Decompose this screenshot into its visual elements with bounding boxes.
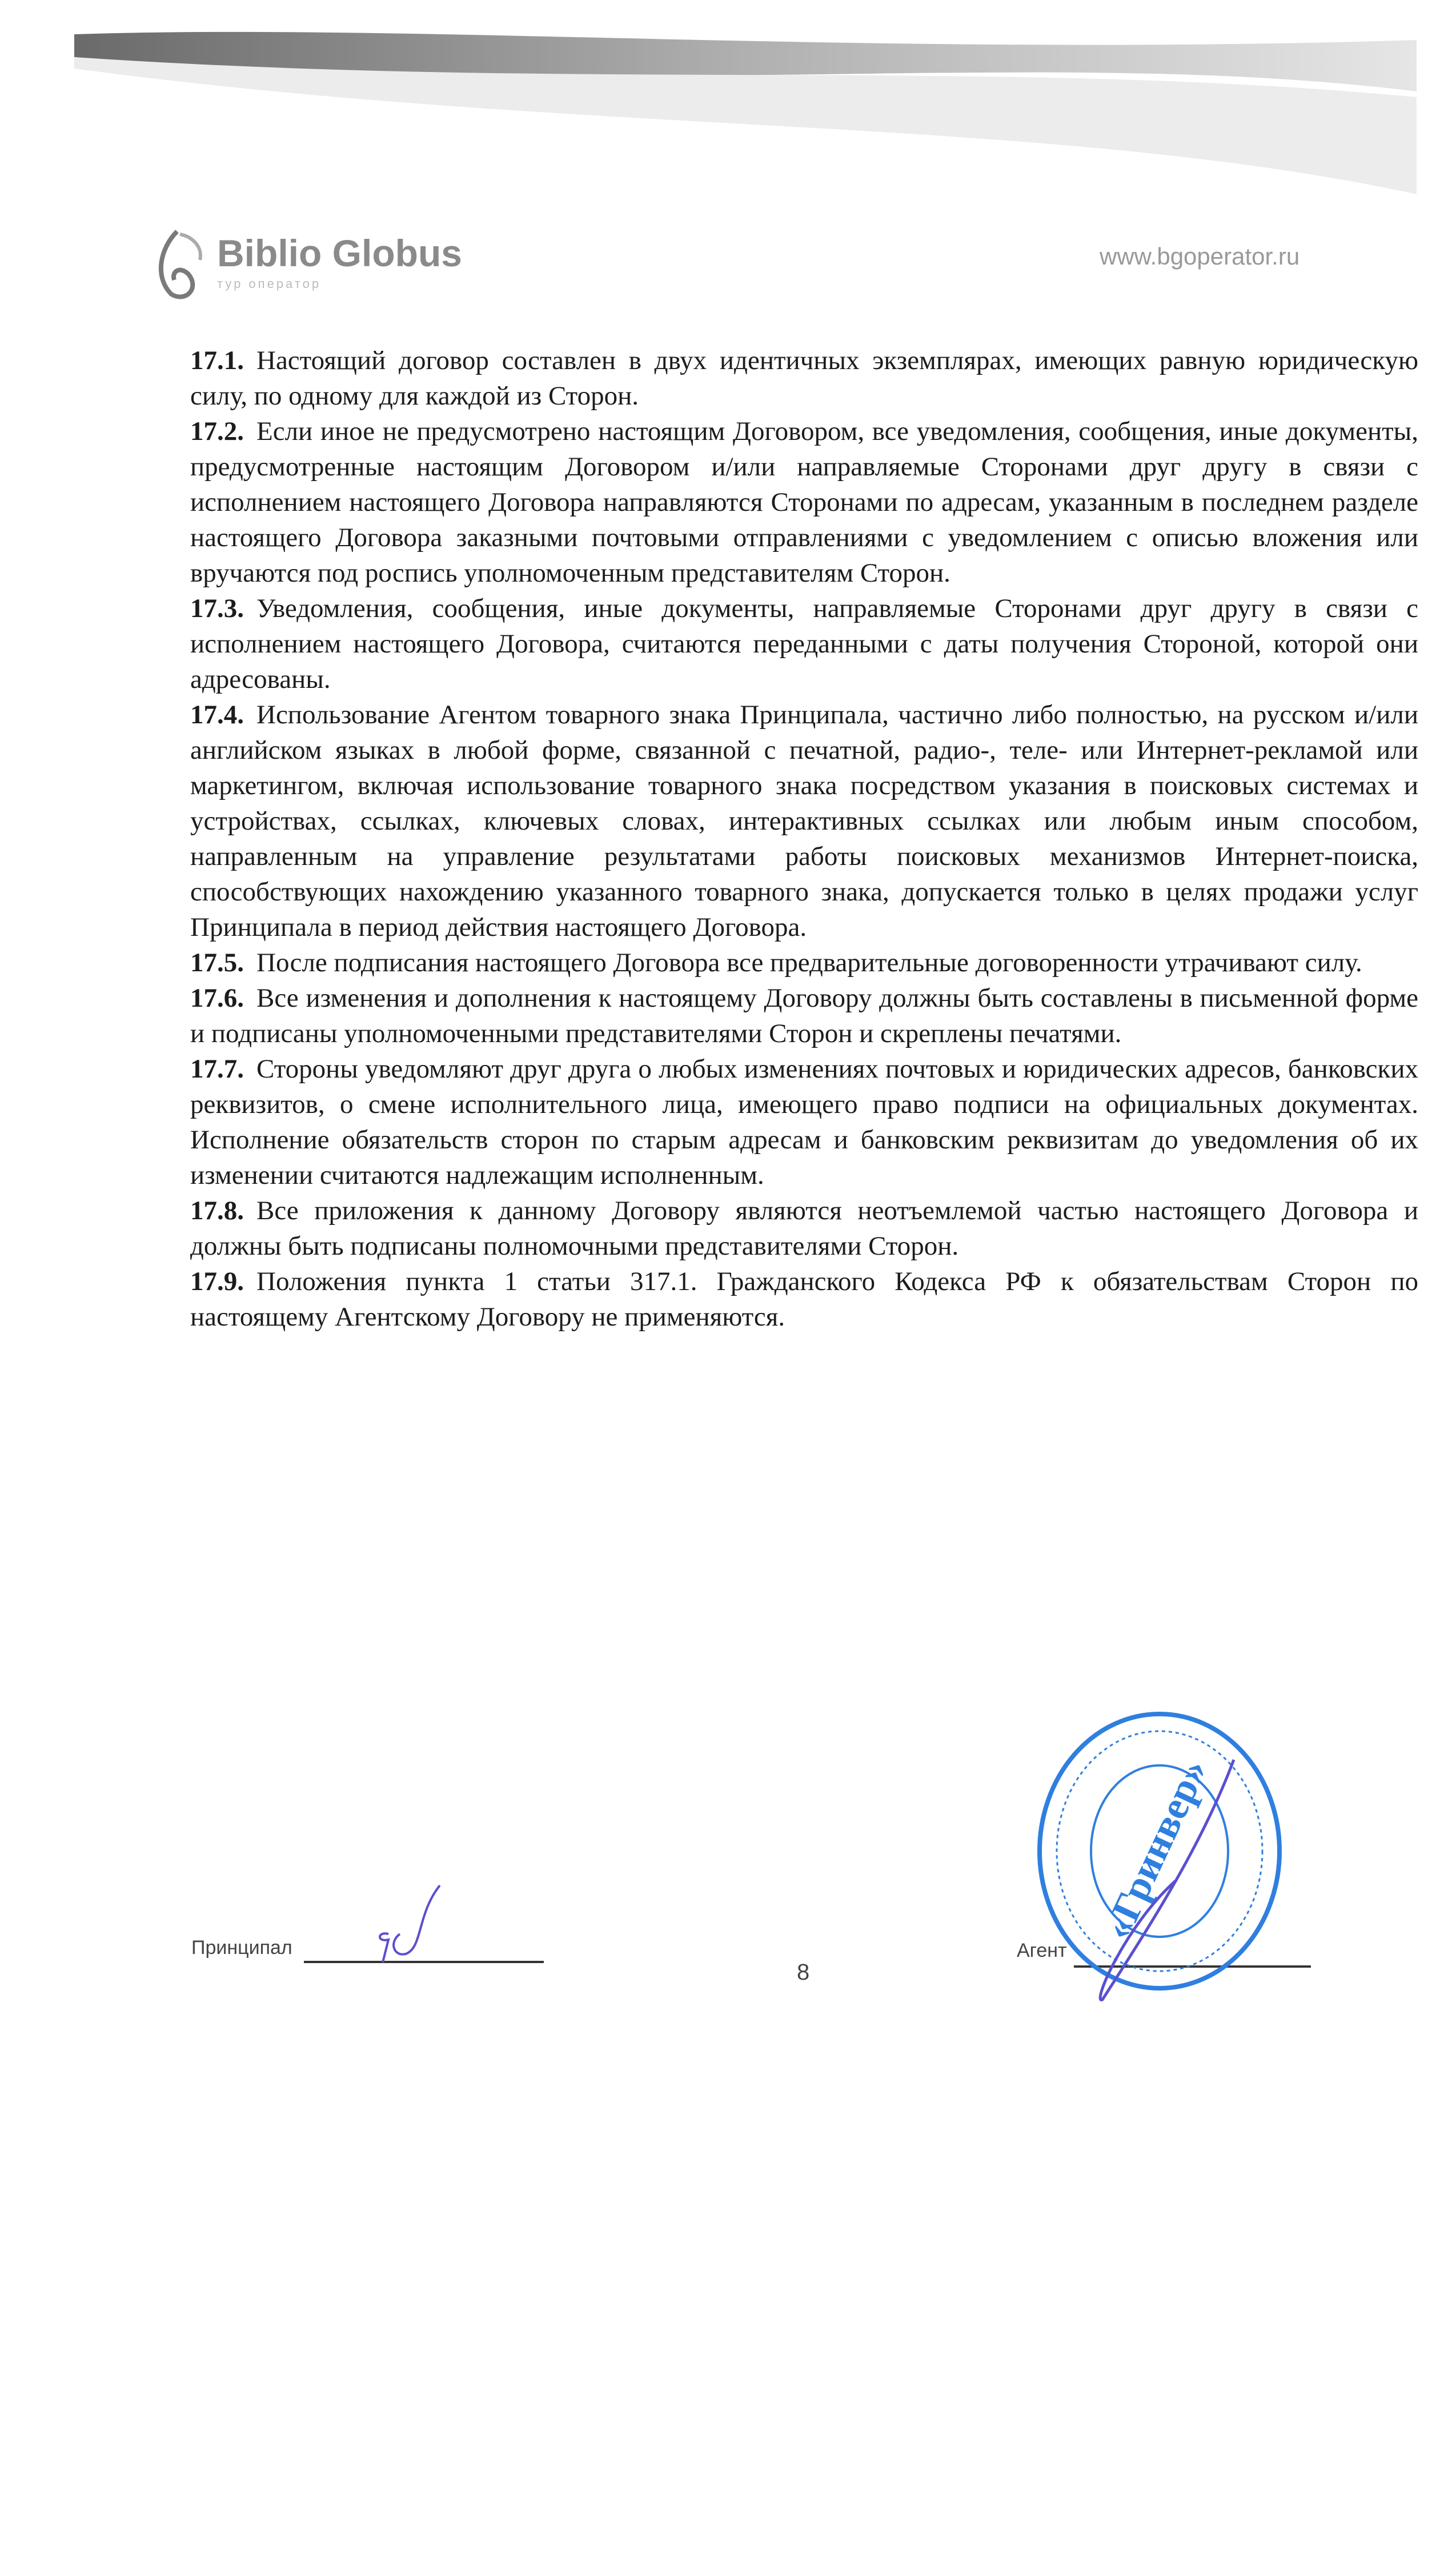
clause-number: 17.4. — [190, 700, 244, 730]
clause — [190, 980, 1418, 1051]
svg-text:«Гринвер»: «Гринвер» — [1094, 1752, 1217, 1947]
clause — [190, 591, 1418, 697]
clause — [190, 414, 1418, 591]
clause-number: 17.9. — [190, 1267, 244, 1296]
agent-label: Агент — [1017, 1940, 1067, 1961]
clause-number: 17.3. — [190, 594, 244, 623]
clause-number: 17.6. — [190, 983, 244, 1013]
clause-number: 17.8. — [190, 1196, 244, 1226]
clause — [190, 343, 1418, 414]
clause-text: Положения пункта 1 статьи 317.1. Гражданского Кодекса РФ к обязательствам Сторон по настоящему Агентскому Договору не применяются. — [190, 1267, 1418, 1332]
logo-name: Biblio Globus — [217, 232, 462, 274]
clause-text: Уведомления, сообщения, иные документы, направляемые Сторонами друг другу в связи с исполнением настоящего Договора, считаются переданными с даты получения Стороной, которой они адресованы. — [190, 594, 1418, 694]
clause-number: 17.2. — [190, 417, 244, 446]
principal-label: Принципал — [191, 1937, 292, 1959]
website-url: www.bgoperator.ru — [1100, 243, 1300, 270]
clause-text: Настоящий договор составлен в двух идентичных экземплярах, имеющих равную юридическую силу, по одному для каждой из Сторон. — [190, 346, 1418, 411]
clause-text: Стороны уведомляют друг друга о любых изменениях почтовых и юридических адресов, банковских реквизитов, о смене исполнительного лица, имеющего право подписи на официальных документах. Исполнение обязательств сторон по старым адресам и банковским реквизитам до уведомления об их изменении считаются надлежащим исполненным. — [190, 1054, 1418, 1190]
clause-text: После подписания настоящего Договора все предварительные договоренности утрачивают силу. — [256, 948, 1362, 978]
clause-text: Все изменения и дополнения к настоящему Договору должны быть составлены в письменной форме и подписаны уполномоченными представителями Сторон и скреплены печатями. — [190, 983, 1418, 1048]
header-swoosh-decoration — [74, 23, 1417, 194]
clause-number: 17.7. — [190, 1054, 244, 1084]
clause-text: Все приложения к данному Договору являются неотъемлемой частью настоящего Договора и должны быть подписаны полномочными представителями Сторон. — [190, 1196, 1418, 1261]
clause — [190, 1051, 1418, 1193]
clause-number: 17.5. — [190, 948, 244, 978]
clause — [190, 945, 1418, 980]
clause-text: Использование Агентом товарного знака Принципала, частично либо полностью, на русском и/или английском языках в любой форме, связанной с печатной, радио-, теле- или Интернет-рекламой или маркетингом, включая использование товарного знака посредством указания в поисковых системах и устройствах, ссылках, ключевых словах, интерактивных ссылках или любым иным способом, направленным на управление результатами работы поисковых механизмов Интернет-поиска, способствующих нахождению указанного товарного знака, допускается только в целях продажи услуг Принципала в период действия настоящего Договора. — [190, 700, 1418, 942]
clause — [190, 1264, 1418, 1335]
clause-text: Если иное не предусмотрено настоящим Договором, все уведомления, сообщения, иные документы, предусмотренные настоящим Договором и/или направляемые Сторонами друг другу в связи с исполнением настоящего Договора направляются Сторонами по адресам, указанным в последнем разделе настоящего Договора заказными почтовыми отправлениями с уведомлением с описью вложения или вручаются под роспись уполномоченным представителям Сторон. — [190, 417, 1418, 588]
logo-subtitle: тур оператор — [217, 277, 322, 291]
clause-number: 17.1. — [190, 346, 244, 375]
contract-body — [190, 343, 1418, 1335]
clause — [190, 1193, 1418, 1264]
principal-signature — [354, 1880, 468, 1965]
biblio-globus-logo — [154, 226, 462, 300]
page-number: 8 — [797, 1960, 810, 1985]
agent-stamp — [1028, 1708, 1291, 2017]
logo-mark-icon — [154, 226, 206, 300]
clause — [190, 697, 1418, 945]
